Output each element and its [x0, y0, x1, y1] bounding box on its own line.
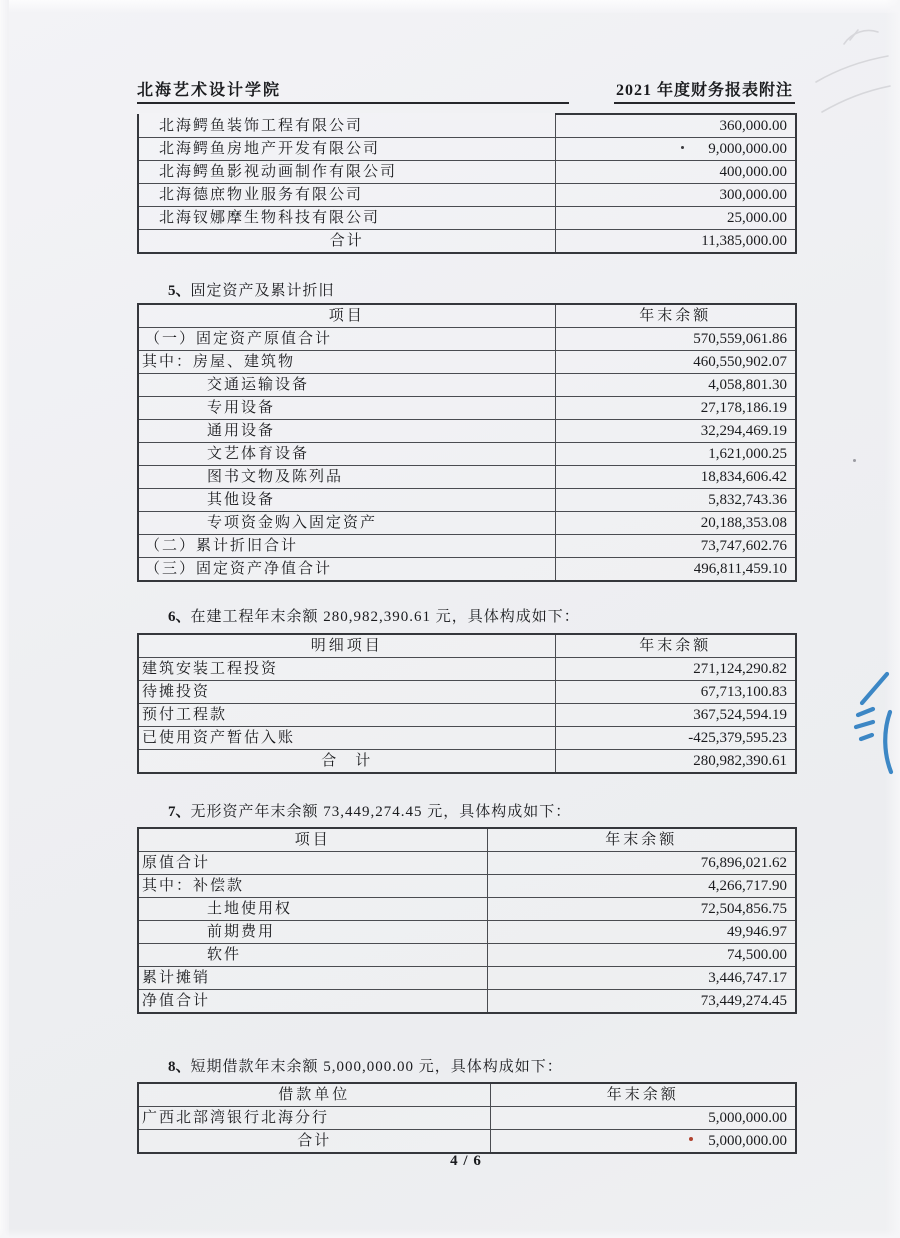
item-label: 广西北部湾银行北海分行 [138, 1107, 490, 1130]
item-label: 北海德庶物业服务有限公司 [138, 184, 555, 207]
table-row [138, 443, 796, 466]
table-header-row [138, 304, 796, 328]
item-label: 其中：补偿款 [138, 875, 487, 898]
column-header-item: 项目 [138, 304, 555, 328]
table-row [138, 944, 796, 967]
item-label: （三）固定资产净值合计 [138, 558, 555, 582]
section-title: 在建工程年末余额 280,982,390.61 元，具体构成如下： [190, 609, 580, 625]
table-row [138, 184, 796, 207]
item-label: 北海鳄鱼装饰工程有限公司 [138, 114, 555, 138]
item-value: 300,000.00 [555, 184, 796, 207]
column-header-balance: 年末余额 [490, 1083, 796, 1107]
table-row [138, 990, 796, 1014]
section-number: 7、 [168, 804, 191, 820]
item-value: 4,058,801.30 [555, 374, 796, 397]
item-label: 其他设备 [138, 489, 555, 512]
table-row [138, 535, 796, 558]
item-label: 专项资金购入固定资产 [138, 512, 555, 535]
item-value: 4,266,717.90 [487, 875, 796, 898]
item-value: 460,550,902.07 [555, 351, 796, 374]
section-title: 固定资产及累计折旧 [190, 283, 335, 299]
table-row [138, 750, 796, 774]
fixed-assets-table [137, 303, 797, 582]
section-8-heading [168, 1055, 788, 1076]
item-label: 图书文物及陈列品 [138, 466, 555, 489]
organization-title-text: 北海艺术设计学院 [137, 82, 282, 99]
section-title: 无形资产年末余额 73,449,274.45 元，具体构成如下： [190, 804, 572, 820]
column-header-balance: 年末余额 [555, 634, 796, 658]
item-label: 原值合计 [138, 852, 487, 875]
item-label: 交通运输设备 [138, 374, 555, 397]
item-value: 76,896,021.62 [487, 852, 796, 875]
table-row [138, 114, 796, 138]
item-label: 合计 [138, 230, 555, 254]
item-label: 建筑安装工程投资 [138, 658, 555, 681]
item-value: 360,000.00 [555, 114, 796, 138]
item-value: 400,000.00 [555, 161, 796, 184]
red-speck [689, 1137, 693, 1141]
table-row [138, 967, 796, 990]
table-row [138, 489, 796, 512]
item-value: 1,621,000.25 [555, 443, 796, 466]
table-row [138, 681, 796, 704]
item-label: 合计 [138, 1130, 490, 1154]
table-row [138, 351, 796, 374]
page-header [137, 78, 795, 104]
item-value: 5,000,000.00 [490, 1130, 796, 1154]
item-value: 49,946.97 [487, 921, 796, 944]
intangible-assets-table [137, 827, 797, 1014]
section-number: 5、 [168, 283, 191, 299]
item-label: 北海鳄鱼房地产开发有限公司 [138, 138, 555, 161]
item-value: 73,747,602.76 [555, 535, 796, 558]
short-term-loans-table [137, 1082, 797, 1154]
report-title-text: 2021 年度财务报表附注 [615, 82, 793, 99]
table-row [138, 1107, 796, 1130]
item-label: 其中：房屋、建筑物 [138, 351, 555, 374]
ink-speck [681, 146, 684, 149]
table-row [138, 374, 796, 397]
item-label: 合 计 [138, 750, 555, 774]
item-value: 18,834,606.42 [555, 466, 796, 489]
item-label: 通用设备 [138, 420, 555, 443]
table-row [138, 420, 796, 443]
column-header-balance: 年末余额 [555, 304, 796, 328]
table-row [138, 230, 796, 254]
item-value: 72,504,856.75 [487, 898, 796, 921]
item-label: 北海钗娜摩生物科技有限公司 [138, 207, 555, 230]
item-label: 待摊投资 [138, 681, 555, 704]
table-header-row [138, 828, 796, 852]
column-header-item: 明细项目 [138, 634, 555, 658]
page-number [137, 1153, 795, 1170]
item-label: 已使用资产暂估入账 [138, 727, 555, 750]
column-header-item: 项目 [138, 828, 487, 852]
table-row [138, 898, 796, 921]
section-6-heading [168, 605, 788, 626]
item-label: 土地使用权 [138, 898, 487, 921]
column-header-balance: 年末余额 [487, 828, 796, 852]
item-value: 20,188,353.08 [555, 512, 796, 535]
table-row [138, 328, 796, 351]
item-label: （一）固定资产原值合计 [138, 328, 555, 351]
section-number: 8、 [168, 1059, 191, 1075]
item-value: 367,524,594.19 [555, 704, 796, 727]
table-row [138, 727, 796, 750]
table-row [138, 875, 796, 898]
table-row [138, 466, 796, 489]
table-row [138, 1130, 796, 1154]
table-row [138, 558, 796, 582]
item-label: 累计摊销 [138, 967, 487, 990]
table-row [138, 704, 796, 727]
item-value: 5,832,743.36 [555, 489, 796, 512]
item-value: 73,449,274.45 [487, 990, 796, 1014]
table-header-row [138, 634, 796, 658]
item-value: 67,713,100.83 [555, 681, 796, 704]
item-value: 5,000,000.00 [490, 1107, 796, 1130]
report-title [614, 77, 795, 104]
item-label: （二）累计折旧合计 [138, 535, 555, 558]
item-label: 预付工程款 [138, 704, 555, 727]
item-label: 专用设备 [138, 397, 555, 420]
item-label: 软件 [138, 944, 487, 967]
section-5-heading [168, 279, 788, 300]
item-value: 496,811,459.10 [555, 558, 796, 582]
page-number-text: 4 / 6 [450, 1153, 482, 1169]
table-row [138, 852, 796, 875]
table-row [138, 397, 796, 420]
subsidiary-investment-table [137, 113, 797, 254]
item-value: 27,178,186.19 [555, 397, 796, 420]
item-label: 北海鳄鱼影视动画制作有限公司 [138, 161, 555, 184]
item-value: 9,000,000.00 [555, 138, 796, 161]
item-value: 32,294,469.19 [555, 420, 796, 443]
item-value: -425,379,595.23 [555, 727, 796, 750]
column-header-lender: 借款单位 [138, 1083, 490, 1107]
item-value: 280,982,390.61 [555, 750, 796, 774]
item-label: 前期费用 [138, 921, 487, 944]
item-label: 净值合计 [138, 990, 487, 1014]
table-header-row [138, 1083, 796, 1107]
item-value: 3,446,747.17 [487, 967, 796, 990]
section-title: 短期借款年末余额 5,000,000.00 元，具体构成如下： [190, 1059, 563, 1075]
item-value: 25,000.00 [555, 207, 796, 230]
construction-in-progress-table [137, 633, 797, 774]
item-label: 文艺体育设备 [138, 443, 555, 466]
table-row [138, 512, 796, 535]
table-row [138, 161, 796, 184]
item-value: 74,500.00 [487, 944, 796, 967]
grey-speck [853, 459, 856, 462]
organization-title [137, 77, 569, 104]
section-number: 6、 [168, 609, 191, 625]
table-row [138, 658, 796, 681]
section-7-heading [168, 800, 788, 821]
table-row [138, 921, 796, 944]
item-value: 570,559,061.86 [555, 328, 796, 351]
item-value: 11,385,000.00 [555, 230, 796, 254]
table-row [138, 207, 796, 230]
table-row [138, 138, 796, 161]
item-value: 271,124,290.82 [555, 658, 796, 681]
